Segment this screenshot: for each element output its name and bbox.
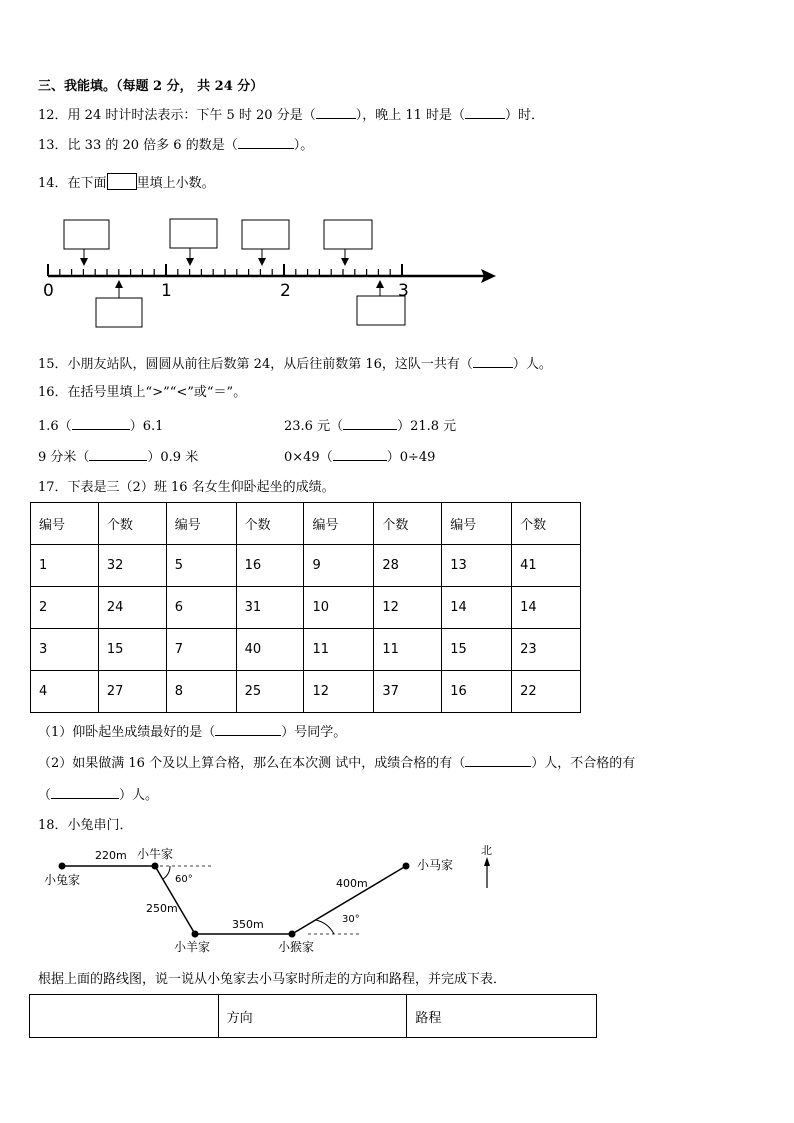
table-cell: 12: [304, 671, 374, 713]
table-header-cell: 个数: [98, 503, 166, 545]
table-cell: 14: [442, 587, 512, 629]
table-header-cell: 方向: [218, 995, 407, 1038]
axis-label: 2: [280, 281, 291, 301]
compare-right: ）0÷49: [386, 450, 436, 465]
question-number: 15．: [38, 357, 68, 372]
table-header-cell: 个数: [512, 503, 581, 545]
question-text: 在括号里填上“>”“<”或“＝”。: [67, 385, 247, 400]
compare-left: 9 分米（: [38, 450, 90, 465]
question-number: 18．: [38, 818, 68, 833]
place-label: 小猴家: [278, 940, 315, 954]
question-text: ）人。: [119, 788, 159, 803]
table-cell: 25: [236, 671, 304, 713]
table-header-cell: 编号: [31, 503, 99, 545]
table-header-cell: 编号: [442, 503, 512, 545]
table-cell: 27: [98, 671, 166, 713]
table-cell: 14: [512, 587, 581, 629]
table-cell: 31: [236, 587, 304, 629]
place-label: 小兔家: [44, 873, 81, 887]
question-text: ），晚上 11 时是（: [355, 108, 466, 123]
section-title: 三、我能填。（每题 2 分， 共 24 分）: [38, 79, 264, 94]
question-text: 在下面: [67, 176, 107, 191]
distance-label: 350m: [232, 918, 264, 931]
table-header-cell: [30, 995, 219, 1038]
table-cell: 9: [304, 545, 374, 587]
angle-label: 30°: [342, 914, 360, 925]
question-text: ）。: [293, 138, 314, 153]
table-cell: 23: [512, 629, 581, 671]
distance-label: 250m: [146, 902, 178, 915]
table-cell: 10: [304, 587, 374, 629]
north-arrow-icon: [484, 857, 490, 866]
compare-right: ）21.8 元: [397, 419, 457, 434]
table-cell: 41: [512, 545, 581, 587]
table-cell: 3: [31, 629, 99, 671]
axis-label: 3: [398, 281, 409, 301]
place-dot: [59, 863, 66, 870]
table-cell: 11: [304, 629, 374, 671]
angle-arc: [316, 920, 334, 934]
place-dot: [192, 931, 199, 938]
north-label: 北: [481, 844, 492, 857]
axis-label: 0: [43, 281, 54, 301]
table-cell: 16: [236, 545, 304, 587]
place-dot: [152, 863, 159, 870]
place-dot: [289, 931, 296, 938]
distance-label: 400m: [336, 877, 368, 890]
place-label: 小牛家: [137, 847, 174, 861]
question-18-instruction: 根据上面的路线图，说一说从小兔家去小马家时所走的方向和路程，并完成下表．: [38, 972, 507, 987]
table-header-cell: 个数: [374, 503, 442, 545]
table-header-row: [30, 995, 597, 1038]
table-cell: 22: [512, 671, 581, 713]
question-text: ）人。: [512, 357, 552, 372]
question-number: 14．: [38, 176, 68, 191]
question-text: 里填上小数。: [136, 176, 215, 191]
compare-right: ）0.9 米: [147, 450, 199, 465]
table-cell: 24: [98, 587, 166, 629]
table-header-cell: 编号: [304, 503, 374, 545]
question-text: 用 24 时计时法表示：下午 5 时 20 分是（: [67, 108, 316, 123]
question-number: 12．: [38, 108, 68, 123]
question-text: （2）如果做满 16 个及以上算合格，那么在本次测 试中，成绩合格的有（: [38, 756, 466, 771]
table-header-cell: 个数: [236, 503, 304, 545]
table-cell: 1: [31, 545, 99, 587]
question-text: ）时．: [505, 108, 545, 123]
table-cell: 8: [166, 671, 236, 713]
table-cell: 13: [442, 545, 512, 587]
table-cell: 4: [31, 671, 99, 713]
question-text: 小朋友站队，圆圆从前往后数第 24，从后往前数第 16，这队一共有（: [67, 357, 473, 372]
place-label: 小羊家: [174, 940, 211, 954]
table-cell: 15: [98, 629, 166, 671]
table-cell: 37: [374, 671, 442, 713]
angle-arc: [163, 866, 170, 879]
question-text: 下表是三（2）班 16 名女生仰卧起坐的成绩。: [67, 480, 335, 495]
question-text: （: [38, 788, 52, 803]
table-cell: 2: [31, 587, 99, 629]
table-cell: 32: [98, 545, 166, 587]
table-cell: 5: [166, 545, 236, 587]
table-cell: 12: [374, 587, 442, 629]
question-text: （1）仰卧起坐成绩最好的是（: [38, 725, 216, 740]
question-text: 比 33 的 20 倍多 6 的数是（: [67, 138, 238, 153]
distance-label: 220m: [95, 849, 127, 862]
place-dot: [403, 863, 410, 870]
axis-label: 1: [161, 281, 172, 301]
table-cell: 7: [166, 629, 236, 671]
compare-left: 0×49（: [284, 450, 333, 465]
question-number: 13．: [38, 138, 68, 153]
question-text: 小兔串门．: [67, 818, 133, 833]
table-header-cell: 编号: [166, 503, 236, 545]
question-text: ）号同学。: [281, 725, 347, 740]
table-cell: 40: [236, 629, 304, 671]
question-number: 17．: [38, 480, 68, 495]
compare-left: 1.6（: [38, 419, 72, 434]
compare-left: 23.6 元（: [284, 419, 344, 434]
table-cell: 15: [442, 629, 512, 671]
question-text: ）人，不合格的有: [531, 756, 636, 771]
table-cell: 6: [166, 587, 236, 629]
route-table: [29, 994, 597, 1038]
table-cell: 28: [374, 545, 442, 587]
table-cell: 11: [374, 629, 442, 671]
compare-right: ）6.1: [129, 419, 164, 434]
place-label: 小马家: [417, 858, 454, 872]
table-header-cell: 路程: [407, 995, 597, 1038]
angle-label: 60°: [175, 874, 193, 885]
question-number: 16．: [38, 385, 68, 400]
table-cell: 16: [442, 671, 512, 713]
